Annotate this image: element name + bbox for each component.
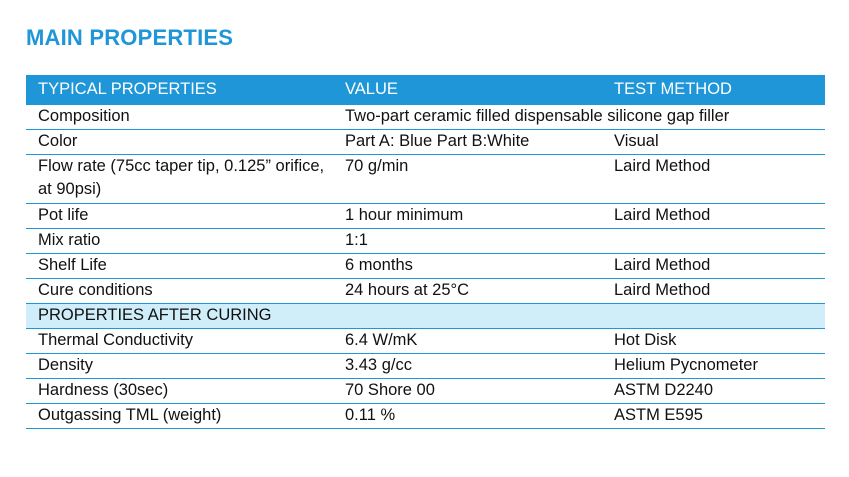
table-row xyxy=(26,105,825,130)
value-cell: 6 months xyxy=(333,254,602,279)
method-cell: Visual xyxy=(602,130,825,155)
table-row xyxy=(26,130,825,155)
table-row xyxy=(26,354,825,379)
table-row xyxy=(26,329,825,354)
method-cell: Laird Method xyxy=(602,204,825,229)
property-cell: Composition xyxy=(26,105,333,130)
method-cell: Laird Method xyxy=(602,254,825,279)
property-cell: Mix ratio xyxy=(26,229,333,254)
value-cell: 0.11 % xyxy=(333,404,602,429)
value-cell: Two-part ceramic filled dispensable silicone gap filler xyxy=(333,105,825,130)
method-cell xyxy=(602,229,825,254)
property-cell: Cure conditions xyxy=(26,279,333,304)
value-cell: 1 hour minimum xyxy=(333,204,602,229)
section-header-row xyxy=(26,304,825,329)
property-cell: Shelf Life xyxy=(26,254,333,279)
method-cell: Hot Disk xyxy=(602,329,825,354)
property-cell: Outgassing TML (weight) xyxy=(26,404,333,429)
table-row xyxy=(26,229,825,254)
property-cell: Hardness (30sec) xyxy=(26,379,333,404)
page-title: MAIN PROPERTIES xyxy=(26,25,234,50)
property-cell: Pot life xyxy=(26,204,333,229)
property-cell: Density xyxy=(26,354,333,379)
method-cell: Laird Method xyxy=(602,279,825,304)
property-cell: Color xyxy=(26,130,333,155)
properties-table xyxy=(26,75,825,429)
value-cell: 6.4 W/mK xyxy=(333,329,602,354)
table-row xyxy=(26,404,825,429)
value-cell: 3.43 g/cc xyxy=(333,354,602,379)
section-label: PROPERTIES AFTER CURING xyxy=(26,304,825,329)
table-header-row xyxy=(26,75,825,105)
table-row xyxy=(26,279,825,304)
header-test-method: TEST METHOD xyxy=(602,75,825,105)
method-cell: ASTM D2240 xyxy=(602,379,825,404)
table-row xyxy=(26,379,825,404)
value-cell: 70 g/min xyxy=(333,155,602,204)
property-cell: Thermal Conductivity xyxy=(26,329,333,354)
method-cell: ASTM E595 xyxy=(602,404,825,429)
value-cell: 24 hours at 25°C xyxy=(333,279,602,304)
property-cell: Flow rate (75cc taper tip, 0.125” orifice, at 90psi) xyxy=(26,155,333,204)
header-value: VALUE xyxy=(333,75,602,105)
table-row xyxy=(26,254,825,279)
method-cell: Helium Pycnometer xyxy=(602,354,825,379)
method-cell: Laird Method xyxy=(602,155,825,204)
header-typical-properties: TYPICAL PROPERTIES xyxy=(26,75,333,105)
value-cell: 1:1 xyxy=(333,229,602,254)
table-row xyxy=(26,204,825,229)
value-cell: Part A: Blue Part B:White xyxy=(333,130,602,155)
value-cell: 70 Shore 00 xyxy=(333,379,602,404)
table-row xyxy=(26,155,825,204)
